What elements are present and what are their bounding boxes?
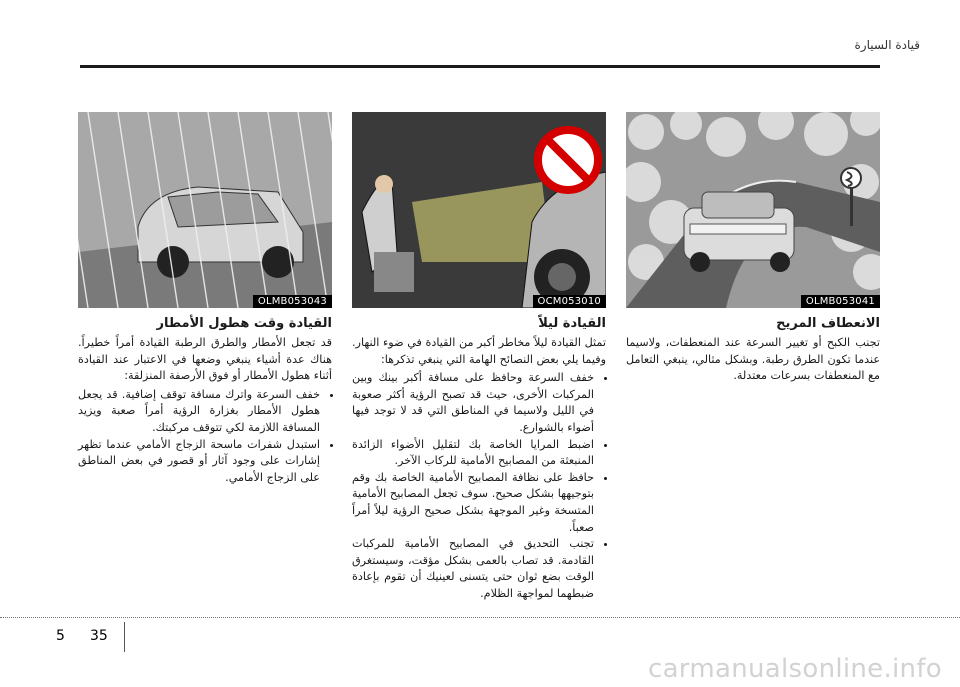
photo-rain-driving	[78, 112, 332, 308]
bullet-item: • استبدل شفرات ماسحة الزجاج الأمامي عندما تظهر إشارات على وجود آثار أو قصور في بعض المناطق على الزجاج الأمامي.	[78, 437, 320, 487]
column-rain-driving	[78, 316, 332, 486]
column-cornering	[626, 316, 880, 385]
section-paragraph: تجنب الكبح أو تغيير السرعة عند المنعطفات، ولاسيما عندما تكون الطرق رطبة. وبشكل مثالي، ينبغي التعامل مع المنعطفات بسرعات معتدلة.	[626, 336, 880, 383]
image-code: OLMB053043	[253, 295, 332, 308]
section-heading: الانعطاف المريح	[776, 316, 880, 331]
night-driving-illustration	[352, 112, 606, 308]
image-code: OLMB053041	[801, 295, 880, 308]
bullet-item: • خفف السرعة وحافظ على مسافة أكبر بينك وبين المركبات الأخرى، حيث قد تصبح الرؤية أكثر صعوبة في الليل ولاسيما في المناطق التي قد لا توجد فيها أضواء بالشوارع.	[352, 370, 594, 436]
bullet-item: • اضبط المرايا الخاصة بك لتقليل الأضواء الزائدة المنبعثة من المصابيح الأمامية للركاب الآخر.	[352, 437, 594, 470]
page-number: 35	[90, 628, 108, 644]
column-night-driving	[352, 316, 606, 603]
rain-driving-illustration	[78, 112, 332, 308]
watermark: carmanualsonline.info	[647, 654, 942, 684]
header-title: قيادة السيارة	[854, 38, 920, 52]
section-number: 5	[56, 628, 65, 644]
section-paragraph: تمثل القيادة ليلاً مخاطر أكبر من القيادة في ضوء النهار. وفيما يلي بعض النصائح الهامة التي ينبغي تذكرها:	[352, 336, 606, 366]
section-heading: القيادة وقت هطول الأمطار	[156, 316, 332, 331]
page-number-separator	[124, 622, 125, 652]
bullet-list	[352, 370, 606, 602]
bullet-item: • خفف السرعة واترك مسافة توقف إضافية. قد يجعل هطول الأمطار بغزارة الرؤية أمراً صعبة ويزيد المسافة اللازمة لكي تتوقف مركبتك.	[78, 387, 320, 437]
photo-curved-road	[626, 112, 880, 308]
footer-divider	[0, 617, 960, 618]
bullet-item: • حافظ على نظافة المصابيح الأمامية الخاصة بك وقم بتوجيهها بشكل صحيح. سوف تجعل المصابيح الأمامية المتسخة وغير الموجهة بشكل صحيح الرؤية ليلاً أمراً صعباً.	[352, 470, 594, 536]
header-rule	[80, 65, 880, 68]
bullet-list	[78, 387, 332, 487]
bullet-item: • تجنب التحديق في المصابيح الأمامية للمركبات القادمة. قد تصاب بالعمى بشكل مؤقت، وسيستغرق الوقت بضع ثوان حتى يتسنى لعينيك أن تقوم بإعادة ضبطهما لمواجهة الظلام.	[352, 536, 594, 602]
photo-night-driving	[352, 112, 606, 308]
curved-road-illustration	[626, 112, 880, 308]
section-heading: القيادة ليلاً	[538, 316, 606, 331]
section-paragraph: قد تجعل الأمطار والطرق الرطبة القيادة أمراً خطيراً. هناك عدة أشياء ينبغي وضعها في الاعتبار عند القيادة أثناء هطول الأمطار أو فوق الأرصفة المنزلقة:	[78, 336, 332, 383]
image-code: OCM053010	[533, 295, 606, 308]
